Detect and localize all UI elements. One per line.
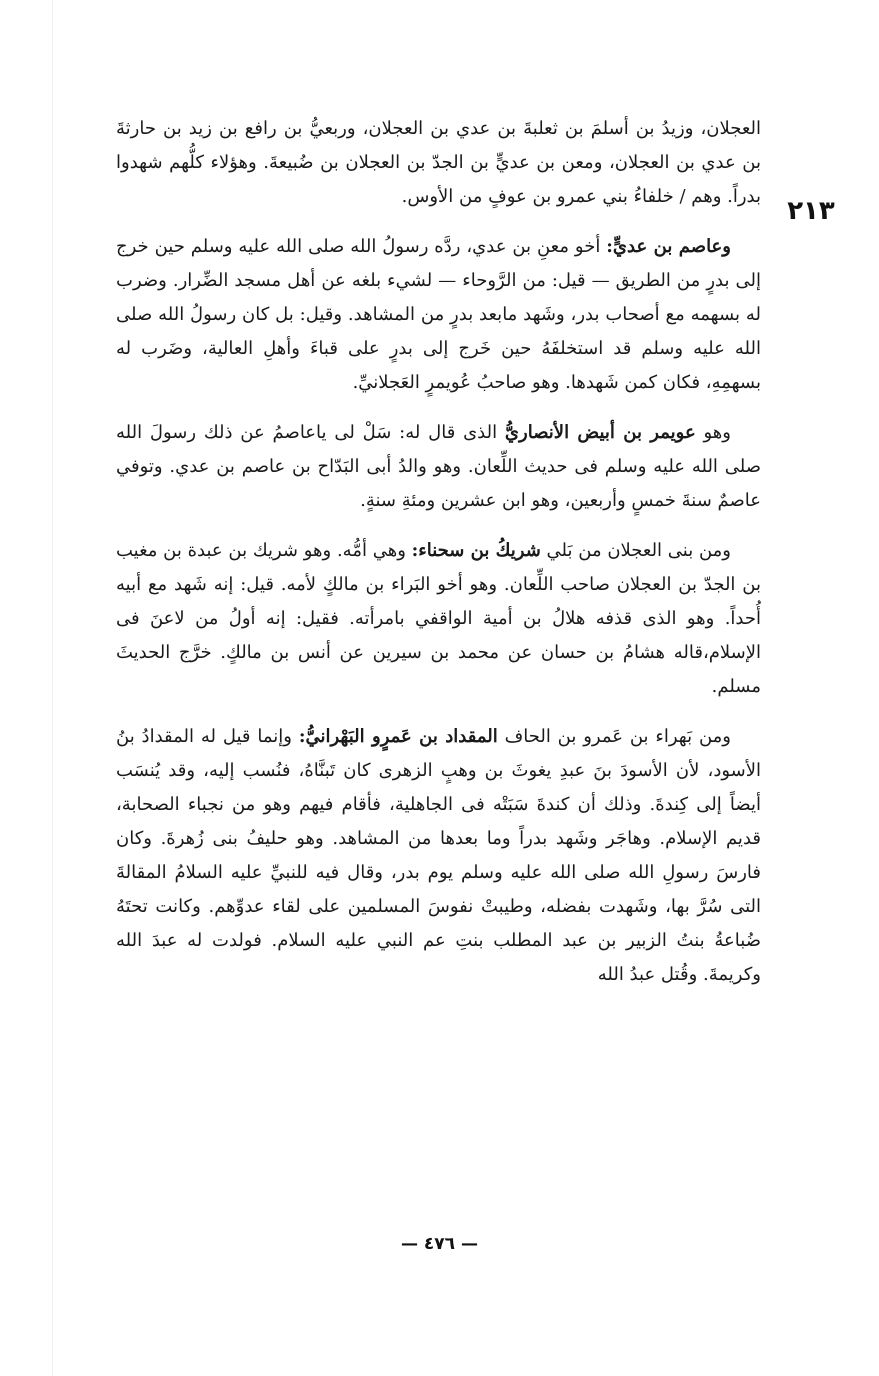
paragraph-2 — [116, 230, 761, 400]
entry-heading: المقداد بن عَمرٍو البَهْرانيُّ: — [298, 726, 498, 747]
paragraph-5 — [116, 720, 761, 992]
entry-heading: شريكُ بن سحناء: — [411, 540, 541, 561]
page-footer-number: — ٤٧٦ — — [401, 1234, 478, 1254]
paragraph-prefix: وهو — [695, 422, 731, 443]
paragraph-3 — [116, 416, 761, 518]
scan-edge-line — [52, 0, 53, 1376]
margin-page-number: ٢١٣ — [787, 196, 835, 226]
paragraph-text: وهي أمُّه. وهو شريك بن عبدة بن مغيب بن الجدّ بن العجلان صاحب اللِّعان. وهو أخو البَراء بن مالكٍ لأمه. قيل: إنه شَهد مع أبيه أُحداً. وهو الذى قذفه هلالُ بن أمية الواقفي بامرأته. فقيل: إنه أولُ من لاعنَ فى الإسلام،قاله هشامُ بن حسان عن محمد بن سيرين عن أنس بن مالكٍ. خرَّج الحديثَ مسلم. — [116, 540, 761, 697]
paragraph-prefix: ومن بنى العجلان من بَلي — [540, 540, 732, 561]
paragraph-text: العجلان، وزيدُ بن أسلمَ بن ثعلبةَ بن عدي بن العجلان، وربعيُّ بن رافع بن زيد بن حارثةَ بن عدي بن العجلان، ومعن بن عديٍّ بن الجدّ بن العجلان بن ضُبيعةَ. وهؤلاء كلُّهم شهدوا بدراً. وهم / خلفاءُ بني عمرو بن عوفٍ من الأوس. — [116, 118, 762, 207]
paragraph-1 — [116, 112, 761, 214]
paragraph-text: الذى قال له: سَلْ لى ياعاصمُ عن ذلك رسولَ الله صلى الله عليه وسلم فى حديث اللِّعان. وهو والدُ أبى البَدّاح بن عاصم بن عدي. وتوفي عاصمٌ سنةَ خمسٍ وأربعين، وهو ابن عشرين ومئةِ سنةٍ. — [116, 422, 761, 511]
entry-heading: وعاصم بن عديٍّ: — [606, 236, 731, 257]
paragraph-4 — [116, 534, 761, 704]
paragraph-prefix: ومن بَهراء بن عَمرو بن الحاف — [497, 726, 731, 747]
entry-heading: عويمر بن أبيض الأنصاريُّ — [504, 422, 696, 443]
paragraph-text: وإنما قيل له المقدادُ بنُ الأسود، لأن الأسودَ بنَ عبدِ يغوثَ بن وهبٍ الزهرى كان تَبنَّاهُ، فنُسب إليه، وقد يُنسَب أيضاً إلى كِندةَ. وذلك أن كندةَ سَبَتْه فى الجاهلية، فأقام فيهم وهو من نجباء الصحابة، قديم الإسلام. وهاجَر وشَهد بدراً وما بعدها من المشاهد. وهو حليفُ بنى زُهرةَ. وكان فارسَ رسولِ الله صلى الله عليه وسلم يوم بدر، وقال فيه للنبيِّ عليه السلامُ المقالةَ التى سُرَّ بها، وشَهدت بفضله، وطيبتْ نفوسَ المسلمين على لقاء عدوِّهم. وكانت تحتَهُ ضُباعةُ بنتُ الزبير بن عبد المطلب بنتِ عم النبي عليه السلام. فولدت له عبدَ الله وكريمةَ. وقُتل عبدُ الله — [116, 726, 761, 985]
page-body — [116, 112, 761, 992]
paragraph-text: أخو معنِ بن عدي، ردَّه رسولُ الله صلى الله عليه وسلم حين خرج إلى بدرٍ من الطريق — قيل: من الرَّوحاء — لشيء بلغه عن أهل مسجد الضِّرار. وضرب له بسهمه مع أصحاب بدر، وشَهد مابعد بدرٍ من المشاهد. وقيل: بل كان رسولُ الله صلى الله عليه وسلم قد استخلفَهُ حين خَرج إلى بدرٍ على قباءَ وأهلِ العالية، وضَرب له بسهمِهِ، فكان كمن شَهدها. وهو صاحبُ عُويمرٍ العَجلانيِّ. — [116, 236, 761, 393]
